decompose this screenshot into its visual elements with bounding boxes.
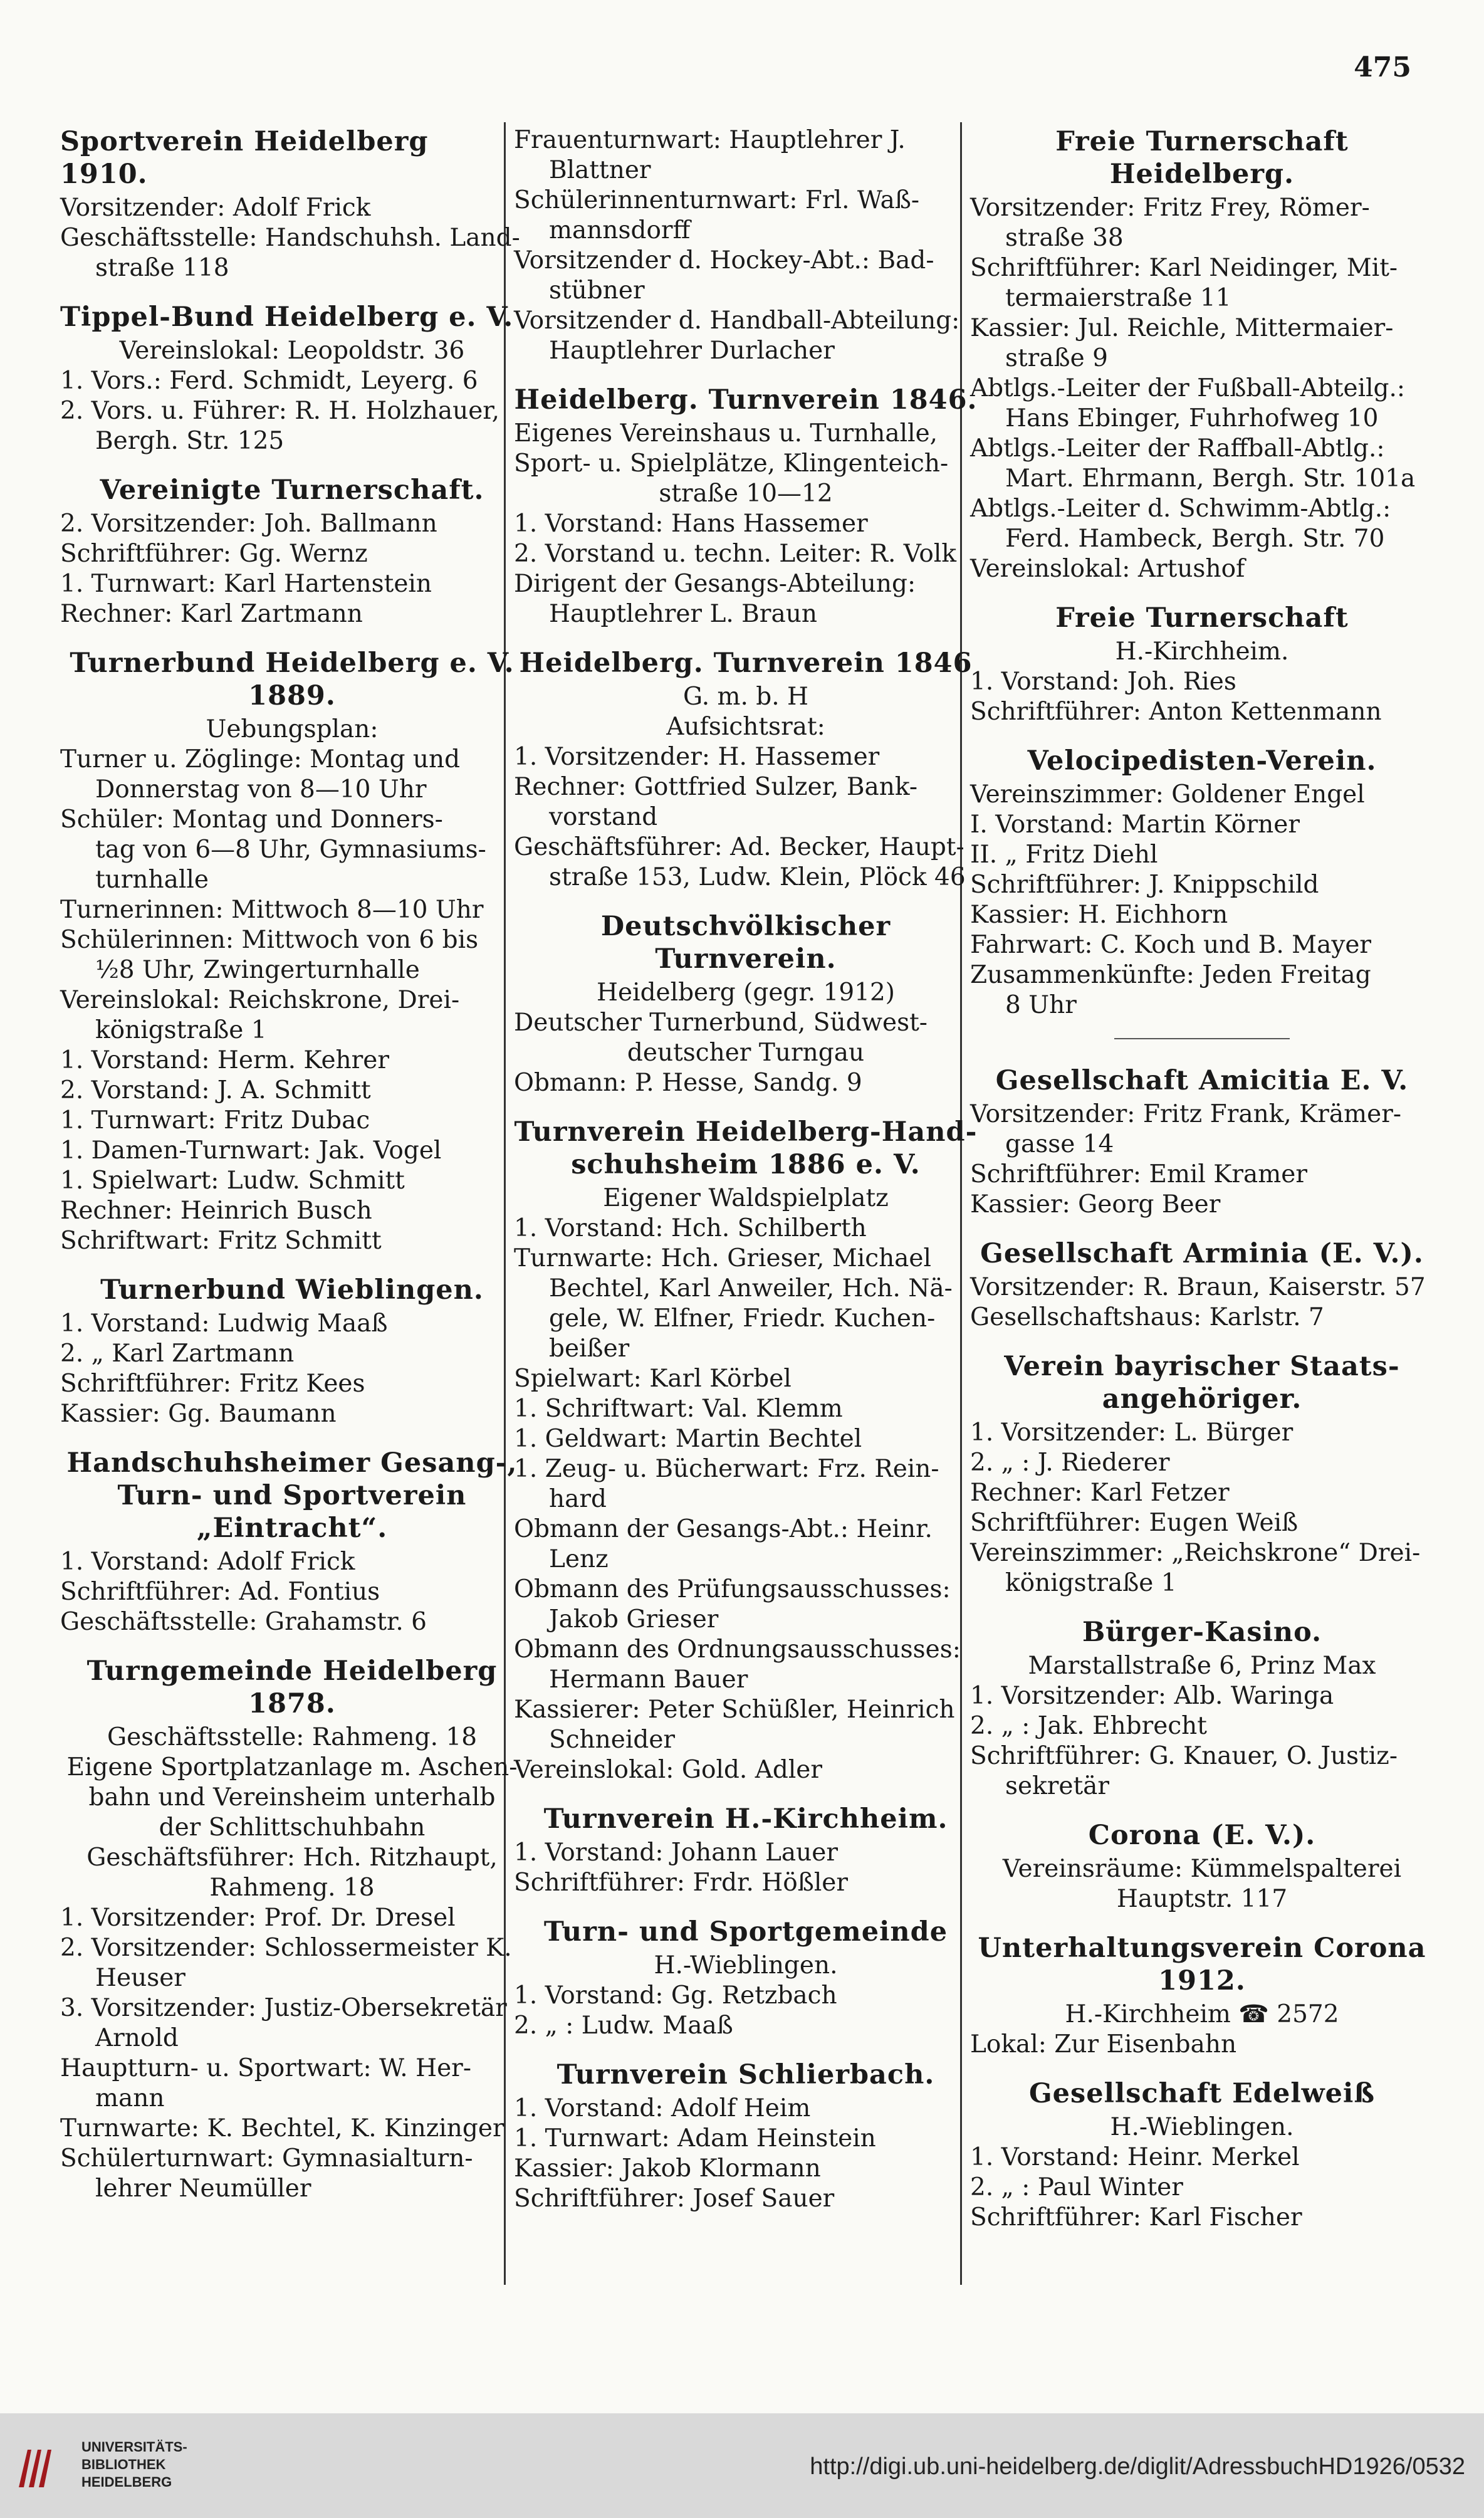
- entry-line: tag von 6—8 Uhr, Gymnasiums-: [95, 836, 486, 864]
- entry-line: Vereinszimmer: Goldener Engel: [970, 780, 1365, 809]
- entry-line: 1. Vorstand: Gg. Retzbach: [514, 1981, 837, 2010]
- entry-line: Schülerinnenturnwart: Frl. Waß-: [514, 186, 920, 214]
- entry-line: 8 Uhr: [1005, 991, 1077, 1019]
- entry-title: Freie Turnerschaft: [1055, 602, 1349, 634]
- entry-line: Hauptlehrer L. Braun: [549, 600, 817, 628]
- entry-line: Kassier: Gg. Baumann: [60, 1400, 337, 1428]
- entry-line: Rechner: Karl Fetzer: [970, 1479, 1230, 1507]
- entry-line: 2. „ : Jak. Ehbrecht: [970, 1712, 1207, 1740]
- directory-entry: [514, 384, 978, 629]
- entry-line: straße 10—12: [659, 480, 833, 508]
- entry-line: Vereinslokal: Artushof: [970, 555, 1245, 583]
- entry-line: Vereinslokal: Reichskrone, Drei-: [60, 986, 460, 1014]
- directory-entry: [60, 1447, 524, 1637]
- directory-entry: [60, 1655, 524, 2204]
- entry-line: Schriftführer: Emil Kramer: [970, 1160, 1308, 1188]
- entry-line: 1. Damen-Turnwart: Jak. Vogel: [60, 1136, 442, 1165]
- entry-line: Turner u. Zöglinge: Montag und: [60, 745, 461, 774]
- entry-line: Vereinslokal: Gold. Adler: [514, 1756, 823, 1784]
- entry-line: 2. Vorstand u. techn. Leiter: R. Volk: [514, 540, 956, 568]
- entry-line: 3. Vorsitzender: Justiz-Obersekretär: [60, 1994, 507, 2022]
- entry-line: Donnerstag von 8—10 Uhr: [95, 775, 427, 804]
- entry-line: I. Vorstand: Martin Körner: [970, 810, 1300, 839]
- entry-line: Schülerinnen: Mittwoch von 6 bis: [60, 926, 479, 954]
- entry-line: Turnwarte: Hch. Grieser, Michael: [514, 1244, 931, 1272]
- entry-line: lehrer Neumüller: [95, 2174, 311, 2203]
- entry-line: 1. Turnwart: Karl Hartenstein: [60, 570, 432, 598]
- entry-line: straße 9: [1005, 344, 1108, 372]
- entry-line: G. m. b. H: [682, 683, 809, 711]
- entry-line: Kassier: H. Eichhorn: [970, 901, 1228, 929]
- entry-line: bahn und Vereinsheim unterhalb: [88, 1783, 496, 1812]
- entry-line: 1. Vorstand: Adolf Frick: [60, 1548, 355, 1576]
- entry-line: Hauptturn- u. Sportwart: W. Her-: [60, 2054, 471, 2082]
- entry-line: H.-Kirchheim.: [1115, 637, 1289, 666]
- entry-title: Freie Turnerschaft Heidelberg.: [1055, 126, 1349, 190]
- entry-line: straße 38: [1005, 224, 1124, 252]
- entry-line: Jakob Grieser: [549, 1605, 719, 1634]
- entry-line: Rechner: Gottfried Sulzer, Bank-: [514, 773, 917, 801]
- entry-line: Hermann Bauer: [549, 1666, 748, 1694]
- entry-line: Geschäftsführer: Hch. Ritzhaupt,: [86, 1844, 498, 1872]
- directory-entry: [970, 2077, 1434, 2233]
- entry-line: 2. Vorsitzender: Joh. Ballmann: [60, 510, 437, 538]
- directory-entry: [60, 125, 524, 283]
- entry-line: Aufsichtsrat:: [666, 713, 825, 741]
- entry-title: Velocipedisten-Verein.: [1027, 745, 1377, 777]
- entry-line: 2. Vorsitzender: Schlossermeister K.: [60, 1934, 512, 1962]
- entry-line: gele, W. Elfner, Friedr. Kuchen-: [549, 1304, 936, 1333]
- directory-entry: [60, 647, 524, 1256]
- entry-line: beißer: [549, 1335, 630, 1363]
- entry-line: Schüler: Montag und Donners-: [60, 805, 443, 834]
- directory-entry: [514, 1916, 978, 2041]
- entry-line: Abtlgs.-Leiter der Fußball-Abteilg.:: [970, 374, 1406, 402]
- entry-line: Schriftführer: Anton Kettenmann: [970, 698, 1382, 726]
- entry-line: Vorsitzender: R. Braun, Kaiserstr. 57: [970, 1273, 1426, 1301]
- entry-line: Kassier: Jul. Reichle, Mittermaier-: [970, 314, 1394, 342]
- entry-line: Schriftführer: Gg. Wernz: [60, 540, 368, 568]
- entry-line: Turnerinnen: Mittwoch 8—10 Uhr: [60, 896, 484, 924]
- entry-line: 1. Turnwart: Adam Heinstein: [514, 2124, 876, 2153]
- entry-line: Spielwart: Karl Körbel: [514, 1365, 792, 1393]
- entry-line: 1. Vorstand: Hch. Schilberth: [514, 1214, 867, 1242]
- entry-line: 1. Geldwart: Martin Bechtel: [514, 1425, 862, 1453]
- entry-title: Heidelberg. Turnverein 1846.: [514, 384, 978, 416]
- entry-line: Geschäftsstelle: Grahamstr. 6: [60, 1608, 427, 1636]
- entry-title: Handschuhsheimer Gesang-, Turn- und Sportverein „Eintracht“.: [66, 1447, 518, 1544]
- entry-line: 1. Turnwart: Fritz Dubac: [60, 1106, 370, 1135]
- entry-line: Geschäftsstelle: Rahmeng. 18: [107, 1723, 478, 1751]
- entry-line: Rahmeng. 18: [209, 1874, 375, 1902]
- entry-line: 1. Schriftwart: Val. Klemm: [514, 1395, 843, 1423]
- entry-line: Schriftführer: J. Knippschild: [970, 871, 1319, 899]
- entry-line: 1. Vorsitzender: L. Bürger: [970, 1419, 1293, 1447]
- entry-line: 1. Vorstand: Johann Lauer: [514, 1839, 838, 1867]
- entry-title: Unterhaltungsverein Corona 1912.: [978, 1933, 1426, 1996]
- entry-line: Heuser: [95, 1964, 186, 1992]
- entry-line: 2. „ Karl Zartmann: [60, 1340, 295, 1368]
- entry-line: Vorsitzender: Fritz Frank, Krämer-: [970, 1100, 1402, 1128]
- entry-line: 1. Vorstand: Adolf Heim: [514, 2094, 811, 2122]
- entry-line: Schriftführer: Josef Sauer: [514, 2185, 835, 2213]
- entry-title: Turnverein Heidelberg-Hand-schuhsheim 1886 e. V.: [514, 1116, 978, 1180]
- entry-title: Turnerbund Wieblingen.: [100, 1274, 484, 1306]
- entry-line: Kassier: Georg Beer: [970, 1190, 1221, 1219]
- library-name-line: HEIDELBERG: [81, 2474, 172, 2490]
- entry-line: Abtlgs.-Leiter d. Schwimm-Abtlg.:: [970, 495, 1391, 523]
- entry-line: straße 118: [95, 254, 229, 282]
- entry-title: Gesellschaft Edelweiß: [1028, 2078, 1376, 2109]
- entry-line: Obmann des Ordnungsausschusses:: [514, 1635, 961, 1664]
- library-name-line: BIBLIOTHEK: [81, 2457, 166, 2472]
- entry-line: Uebungsplan:: [206, 715, 379, 743]
- entry-title: Turnverein Schlierbach.: [556, 2059, 935, 2090]
- directory-entry: [60, 474, 524, 629]
- entry-line: königstraße 1: [1005, 1569, 1177, 1597]
- entry-line: Schriftführer: G. Knauer, O. Justiz-: [970, 1742, 1398, 1770]
- entry-line: Vorsitzender d. Hockey-Abt.: Bad-: [514, 246, 934, 275]
- entry-line: Frauenturnwart: Hauptlehrer J.: [514, 126, 906, 154]
- entry-line: stübner: [549, 276, 645, 305]
- entry-line: vorstand: [549, 803, 658, 831]
- library-name-line: UNIVERSITÄTS-: [81, 2439, 187, 2455]
- entry-line: Eigenes Vereinshaus u. Turnhalle,: [514, 419, 938, 448]
- entry-line: Schriftführer: Fritz Kees: [60, 1370, 365, 1398]
- entry-line: Zusammenkünfte: Jeden Freitag: [970, 961, 1371, 989]
- entry-line: Turnwarte: K. Bechtel, K. Kinzinger: [60, 2114, 504, 2143]
- entry-line: Sport- u. Spielplätze, Klingenteich-: [514, 449, 949, 478]
- directory-entry: [970, 1616, 1434, 1802]
- entry-line: turnhalle: [95, 866, 209, 894]
- entry-line: Fahrwart: C. Koch und B. Mayer: [970, 931, 1372, 959]
- entry-line: 2. „ : J. Riederer: [970, 1449, 1170, 1477]
- entry-line: 1. Vorsitzender: Alb. Waringa: [970, 1682, 1334, 1710]
- entry-line: Arnold: [95, 2024, 179, 2052]
- entry-line: Hauptstr. 117: [1116, 1885, 1288, 1913]
- entry-line: Schriftführer: Frdr. Hößler: [514, 1869, 849, 1897]
- entry-line: Schriftwart: Fritz Schmitt: [60, 1227, 382, 1255]
- entry-title: Deutschvölkischer Turnverein.: [600, 911, 891, 975]
- entry-line: königstraße 1: [95, 1016, 267, 1044]
- library-name: [81, 2438, 187, 2491]
- entry-title: Turnerbund Heidelberg e. V. 1889.: [70, 648, 515, 711]
- source-url-link[interactable]: http://digi.ub.uni-heidelberg.de/diglit/AdressbuchHD1926/0532: [810, 2453, 1465, 2480]
- entry-line: Obmann des Prüfungsausschusses:: [514, 1575, 951, 1603]
- entry-line: Kassier: Jakob Klormann: [514, 2154, 821, 2183]
- entry-title: Gesellschaft Amicitia E. V.: [995, 1065, 1409, 1096]
- entry-line: Abtlgs.-Leiter der Raffball-Abtlg.:: [970, 434, 1385, 463]
- directory-entry: [970, 1064, 1434, 1220]
- entry-line: Vorsitzender d. Handball-Abteilung:: [514, 307, 960, 335]
- directory-entry: [970, 1350, 1434, 1598]
- entry-line: 1. Vors.: Ferd. Schmidt, Leyerg. 6: [60, 367, 478, 395]
- entry-line: Marstallstraße 6, Prinz Max: [1028, 1652, 1376, 1680]
- entry-line: Obmann: P. Hesse, Sandg. 9: [514, 1069, 862, 1097]
- entry-title: Vereinigte Turnerschaft.: [100, 475, 484, 506]
- entry-line: Schriftführer: Karl Neidinger, Mit-: [970, 254, 1398, 282]
- entry-line: ½8 Uhr, Zwingerturnhalle: [95, 956, 420, 984]
- entry-title: Sportverein Heidelberg 1910.: [60, 126, 429, 190]
- entry-line: Vorsitzender: Adolf Frick: [60, 194, 371, 222]
- entry-line: Schriftführer: Karl Fischer: [970, 2203, 1302, 2232]
- entry-line: 1. Vorstand: Hans Hassemer: [514, 510, 868, 538]
- entry-line: Mart. Ehrmann, Bergh. Str. 101a: [1005, 464, 1416, 493]
- entry-line: Hauptlehrer Durlacher: [549, 337, 835, 365]
- entry-title: Turnverein H.-Kirchheim.: [543, 1803, 948, 1835]
- entry-title: Corona (E. V.).: [1088, 1820, 1316, 1851]
- entry-line: Vorsitzender: Fritz Frey, Römer-: [970, 194, 1370, 222]
- entry-line: Rechner: Karl Zartmann: [60, 600, 363, 628]
- directory-entry: [970, 1932, 1434, 2060]
- entry-line: Bergh. Str. 125: [95, 427, 285, 455]
- footer-bar: [0, 2413, 1484, 2518]
- entry-title: Turn- und Sportgemeinde: [543, 1916, 948, 1948]
- page-number: 475: [1354, 51, 1411, 83]
- entry-line: 1. Vorstand: Ludwig Maaß: [60, 1309, 388, 1338]
- entry-line: Ferd. Hambeck, Bergh. Str. 70: [1005, 525, 1385, 553]
- entry-line: Schülerturnwart: Gymnasialturn-: [60, 2144, 473, 2173]
- entry-line: Rechner: Heinrich Busch: [60, 1197, 372, 1225]
- directory-entry: [60, 301, 524, 456]
- entry-title: Tippel-Bund Heidelberg e. V.: [60, 302, 514, 333]
- entry-line: mannsdorff: [549, 216, 691, 244]
- directory-entry: [514, 647, 978, 893]
- entry-line: Vereinslokal: Leopoldstr. 36: [119, 337, 465, 365]
- entry-line: 2. Vorstand: J. A. Schmitt: [60, 1076, 371, 1104]
- directory-entry: [970, 1819, 1434, 1914]
- column-3: [970, 125, 1434, 2250]
- entry-line: Schriftführer: Ad. Fontius: [60, 1578, 380, 1606]
- entry-title: Verein bayrischer Staats-angehöriger.: [1004, 1351, 1400, 1415]
- entry-line: sekretär: [1005, 1772, 1110, 1800]
- entry-title: Bürger-Kasino.: [1082, 1617, 1322, 1648]
- directory-entry: [970, 125, 1434, 584]
- entry-line: gasse 14: [1005, 1130, 1114, 1158]
- entry-line: Vereinszimmer: „Reichskrone“ Drei-: [970, 1539, 1421, 1567]
- entry-line: Hans Ebinger, Fuhrhofweg 10: [1005, 404, 1379, 433]
- entry-line: Deutscher Turnerbund, Südwest-: [514, 1009, 927, 1037]
- entry-line: 1. Vorstand: Joh. Ries: [970, 668, 1236, 696]
- entry-line: Heidelberg (gegr. 1912): [597, 978, 895, 1007]
- entry-line: H.-Wieblingen.: [1110, 2113, 1294, 2141]
- column-1: [60, 125, 524, 2222]
- entry-line: Geschäftsführer: Ad. Becker, Haupt-: [514, 833, 964, 861]
- entry-line: Eigene Sportplatzanlage m. Aschen-: [66, 1753, 518, 1781]
- entry-line: Geschäftsstelle: Handschuhsh. Land-: [60, 224, 520, 252]
- entry-line: Eigener Waldspielplatz: [603, 1184, 889, 1212]
- entry-line: Gesellschaftshaus: Karlstr. 7: [970, 1303, 1324, 1331]
- entry-line: Dirigent der Gesangs-Abteilung:: [514, 570, 916, 598]
- entry-line: 2. „ : Ludw. Maaß: [514, 2012, 733, 2040]
- entry-title: Gesellschaft Arminia (E. V.).: [980, 1238, 1424, 1269]
- directory-entry: [970, 602, 1434, 727]
- entry-title: Heidelberg. Turnverein 1846: [519, 648, 973, 679]
- directory-entry: [514, 1803, 978, 1898]
- entry-line: Lenz: [549, 1545, 609, 1573]
- entry-line: Obmann der Gesangs-Abt.: Heinr.: [514, 1515, 933, 1543]
- entry-line: deutscher Turngau: [627, 1039, 865, 1067]
- directory-entry: [970, 745, 1434, 1020]
- entry-line: Schriftführer: Eugen Weiß: [970, 1509, 1298, 1537]
- column-2: [514, 125, 978, 2232]
- directory-entry: [970, 1237, 1434, 1333]
- section-separator: [1114, 1038, 1290, 1039]
- entry-line: Lokal: Zur Eisenbahn: [970, 2030, 1237, 2059]
- directory-entry: [514, 1116, 978, 1785]
- entry-line: H.-Kirchheim ☎ 2572: [1065, 2000, 1339, 2028]
- entry-line: 2. Vors. u. Führer: R. H. Holzhauer,: [60, 397, 500, 425]
- entry-line: 1. Vorstand: Herm. Kehrer: [60, 1046, 390, 1074]
- entry-line: Bechtel, Karl Anweiler, Hch. Nä-: [549, 1274, 953, 1303]
- entry-line: II. „ Fritz Diehl: [970, 841, 1158, 869]
- entry-line: 1. Vorsitzender: Prof. Dr. Dresel: [60, 1904, 456, 1932]
- entry-line: Kassierer: Peter Schüßler, Heinrich: [514, 1696, 955, 1724]
- directory-entry: [514, 125, 978, 366]
- entry-line: 1. Vorsitzender: H. Hassemer: [514, 743, 880, 771]
- entry-line: 1. Vorstand: Heinr. Merkel: [970, 2143, 1300, 2171]
- entry-line: H.-Wieblingen.: [654, 1951, 838, 1980]
- entry-line: hard: [549, 1485, 607, 1513]
- entry-line: Vereinsräume: Kümmelspalterei: [1002, 1855, 1402, 1883]
- directory-entry: [514, 2059, 978, 2214]
- entry-title: Turngemeinde Heidelberg 1878.: [86, 1655, 498, 1719]
- entry-line: Blattner: [549, 156, 651, 184]
- directory-entry: [60, 1274, 524, 1429]
- university-library-logo-icon: [13, 2443, 63, 2494]
- entry-line: Schneider: [549, 1726, 676, 1754]
- entry-line: 1. Spielwart: Ludw. Schmitt: [60, 1167, 405, 1195]
- entry-line: 1. Zeug- u. Bücherwart: Frz. Rein-: [514, 1455, 939, 1483]
- entry-line: straße 153, Ludw. Klein, Plöck 46: [549, 863, 966, 891]
- directory-entry: [514, 910, 978, 1098]
- entry-line: termaierstraße 11: [1005, 284, 1231, 312]
- entry-line: mann: [95, 2084, 165, 2112]
- entry-line: der Schlittschuhbahn: [159, 1813, 426, 1842]
- entry-line: 2. „ : Paul Winter: [970, 2173, 1183, 2201]
